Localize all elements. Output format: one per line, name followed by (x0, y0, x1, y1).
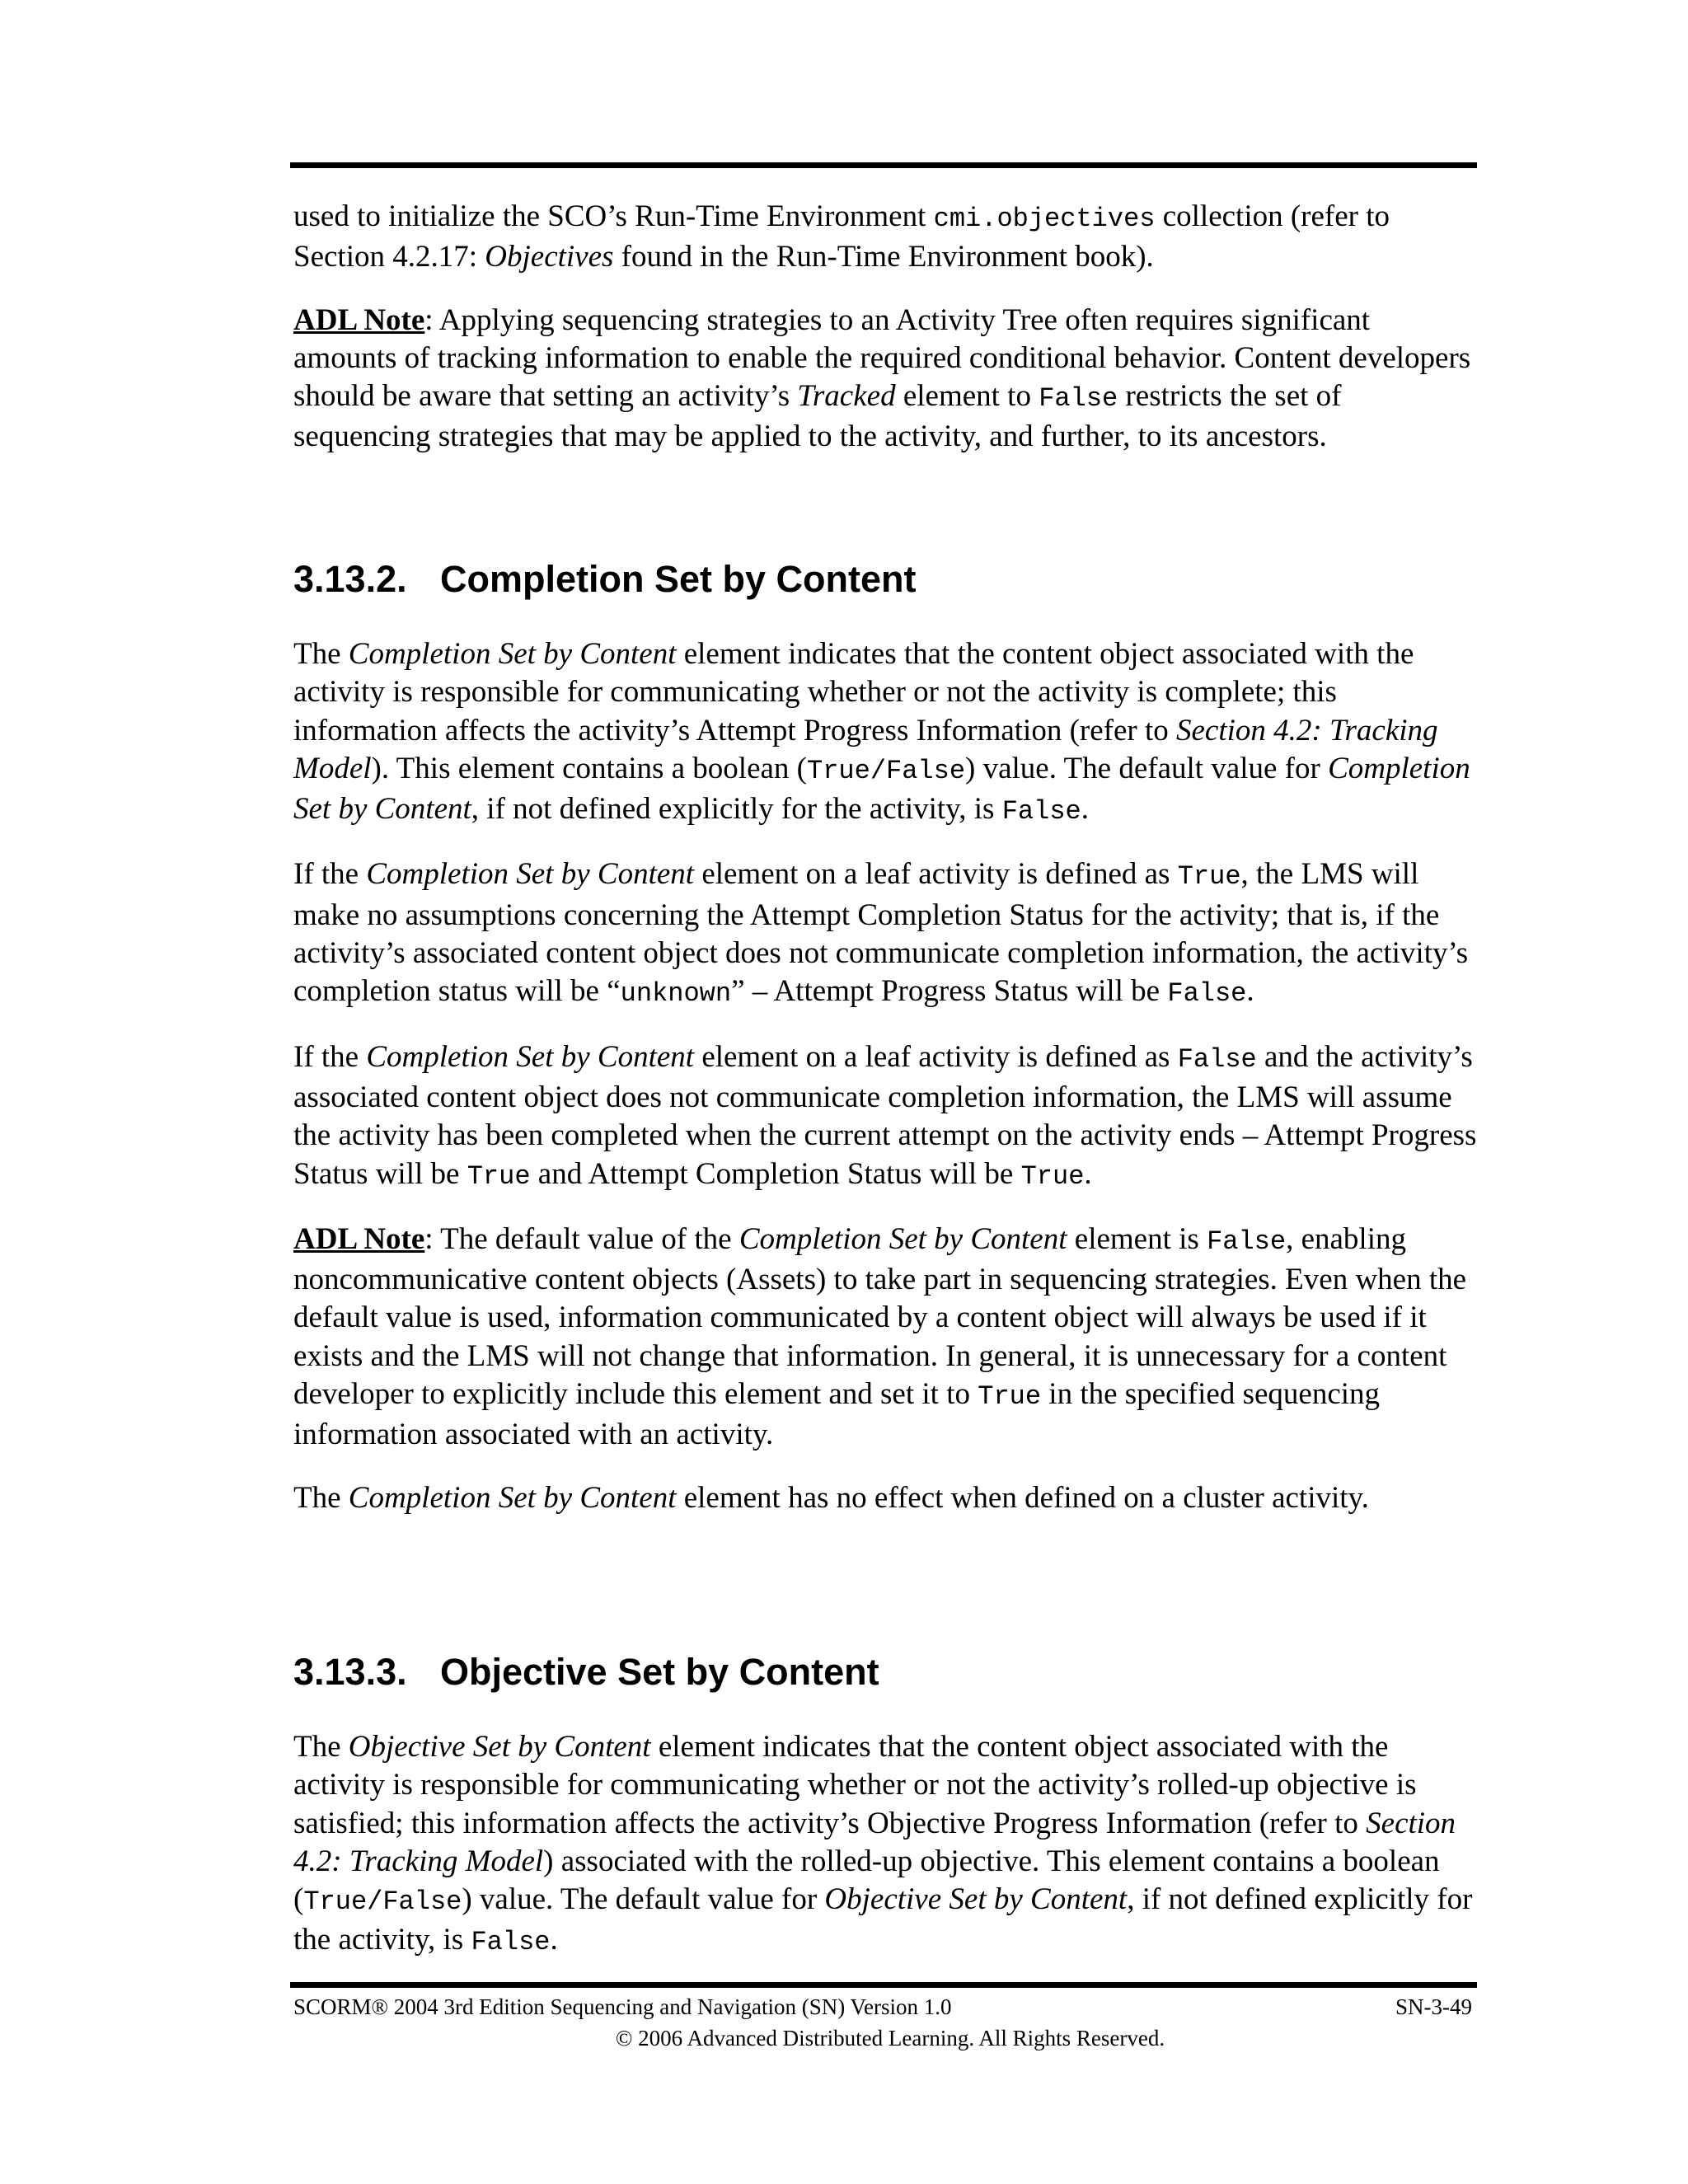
code-run: False (1207, 1226, 1287, 1257)
code-run: True (467, 1160, 531, 1192)
text-run: The (293, 637, 349, 671)
paragraph (293, 1728, 1477, 1962)
text-run: element to (895, 379, 1039, 414)
italic-run: Objectives (485, 240, 614, 274)
section-title: Completion Set by Content (440, 558, 917, 600)
text-run: in the specified sequencing information associated with an activity. (293, 1377, 1381, 1452)
italic-run: Objective Set by Content (348, 1730, 651, 1764)
text-run: : The default value of the (424, 1221, 739, 1256)
adl-note-label: ADL Note (293, 1221, 425, 1256)
code-run: True/False (807, 755, 966, 786)
section-heading-3-13-3 (293, 1649, 879, 1695)
text-run: , enabling noncommunicative content objects (Assets) to take part in sequencing strategies. Even when the default value is used, information communicated by a content object will always be used if it exists and the LMS will not change that information. In general, it is unnecessary for a content developer to explicitly include this element and set it to (293, 1221, 1467, 1412)
adl-note-label: ADL Note (293, 302, 425, 337)
italic-run: Tracked (797, 379, 896, 414)
text-run: used to initialize the SCO’s Run-Time Environment (293, 199, 934, 233)
text-run: element is (1067, 1221, 1207, 1256)
paragraph (293, 1479, 1477, 1517)
intro-paragraph (293, 198, 1474, 277)
text-run: collection (refer to Section 4.2.17: (293, 199, 1390, 274)
code-run: False (1039, 383, 1118, 415)
text-run: element has no effect when defined on a cluster activity. (676, 1480, 1369, 1515)
text-run: element indicates that the content object associated with the activity is responsible for communicating whether or not the activity is complete; this information affects the activity’s Attempt Progress Information (refer to (293, 637, 1414, 748)
section-3-13-3-body (293, 1728, 1477, 1987)
section-title: Objective Set by Content (440, 1651, 879, 1693)
text-run: and the activity’s associated content object does not communicate completion information, the LMS will assume the activity has been completed when the current attempt on the activity ends – Attempt Progress Status will be (293, 1039, 1477, 1191)
text-run: and Attempt Completion Status will be (530, 1156, 1021, 1191)
page-number: SN-3-49 (1395, 1994, 1472, 2019)
italic-run: Objective Set by Content (824, 1882, 1128, 1917)
text-run: The (293, 1480, 349, 1515)
section-heading-3-13-2 (293, 556, 917, 602)
footer-copyright: © 2006 Advanced Distributed Learning. All Rights Reserved. (615, 2026, 1165, 2050)
text-run: ) value. The default value for (462, 1882, 825, 1917)
code-run: True (1177, 861, 1241, 893)
code-run: False (1001, 796, 1081, 827)
code-run: False (471, 1927, 551, 1958)
text-run: , if not defined explicitly for the activity, is (471, 792, 1002, 827)
code-run: True (978, 1381, 1042, 1413)
intro-block (293, 198, 1474, 481)
text-run: ) value. The default value for (965, 751, 1329, 785)
text-run: : Applying sequencing strategies to an Activity Tree often requires significant amounts of tracking information to enable the required conditional behavior. Content developers should be aware that setting an activity’s (293, 302, 1471, 414)
code-run: True/False (303, 1886, 462, 1918)
text-run: element indicates that the content object associated with the activity is responsible for communicating whether or not the activity’s rolled-up objective is satisfied; this information affects the activity’s Objective Progress Information (refer to (293, 1730, 1417, 1840)
text-run: . (1081, 792, 1089, 827)
code-run: True (1020, 1160, 1085, 1192)
header-rule (290, 162, 1477, 168)
text-run: The (293, 1730, 349, 1764)
text-run: , if not defined explicitly for the activity, is (293, 1882, 1473, 1957)
code-run: cmi.objectives (933, 204, 1156, 234)
text-run: ). This element contains a boolean ( (371, 751, 807, 785)
footer-rule (290, 1982, 1477, 1988)
text-run: If the (293, 857, 367, 892)
adl-note-paragraph (293, 302, 1474, 457)
text-run: . (1084, 1156, 1092, 1191)
paragraph (293, 635, 1477, 831)
code-run: False (1167, 978, 1247, 1010)
text-run: If the (293, 1039, 367, 1074)
text-run: , the LMS will make no assumptions concerning the Attempt Completion Status for the activity; that is, if the activity’s associated content object does not communicate completion information, the activity’s completion status will be “ (293, 857, 1469, 1009)
code-run: False (1177, 1043, 1257, 1075)
italic-run: Section 4.2: Tracking Model (293, 1806, 1456, 1878)
italic-run: Completion Set by Content (738, 1221, 1067, 1256)
text-run: ” – Attempt Progress Status will be (731, 974, 1168, 1009)
code-run: unknown (620, 978, 732, 1010)
italic-run: Section 4.2: Tracking Model (293, 713, 1438, 785)
section-number: 3.13.3. (293, 1651, 407, 1693)
adl-note-paragraph (293, 1221, 1477, 1455)
text-run: element on a leaf activity is defined as (694, 1039, 1178, 1074)
text-run: found in the Run-Time Environment book). (613, 240, 1154, 274)
text-run: . (1246, 974, 1254, 1009)
paragraph (293, 855, 1477, 1013)
italic-run: Completion Set by Content (293, 751, 1470, 827)
text-run: element on a leaf activity is defined as (694, 857, 1178, 892)
section-3-13-2-body (293, 635, 1477, 1542)
italic-run: Completion Set by Content (348, 1480, 677, 1515)
paragraph (293, 1038, 1477, 1196)
italic-run: Completion Set by Content (366, 857, 695, 892)
text-run: . (550, 1923, 558, 1957)
section-number: 3.13.2. (293, 558, 407, 600)
text-run: restricts the set of sequencing strategies that may be applied to the activity, and further, to its ancestors. (293, 379, 1342, 454)
italic-run: Completion Set by Content (348, 637, 677, 671)
italic-run: Completion Set by Content (366, 1039, 695, 1074)
footer-title: SCORM® 2004 3rd Edition Sequencing and Navigation (SN) Version 1.0 (293, 1994, 952, 2019)
text-run: ) associated with the rolled-up objective. This element contains a boolean ( (293, 1844, 1440, 1917)
